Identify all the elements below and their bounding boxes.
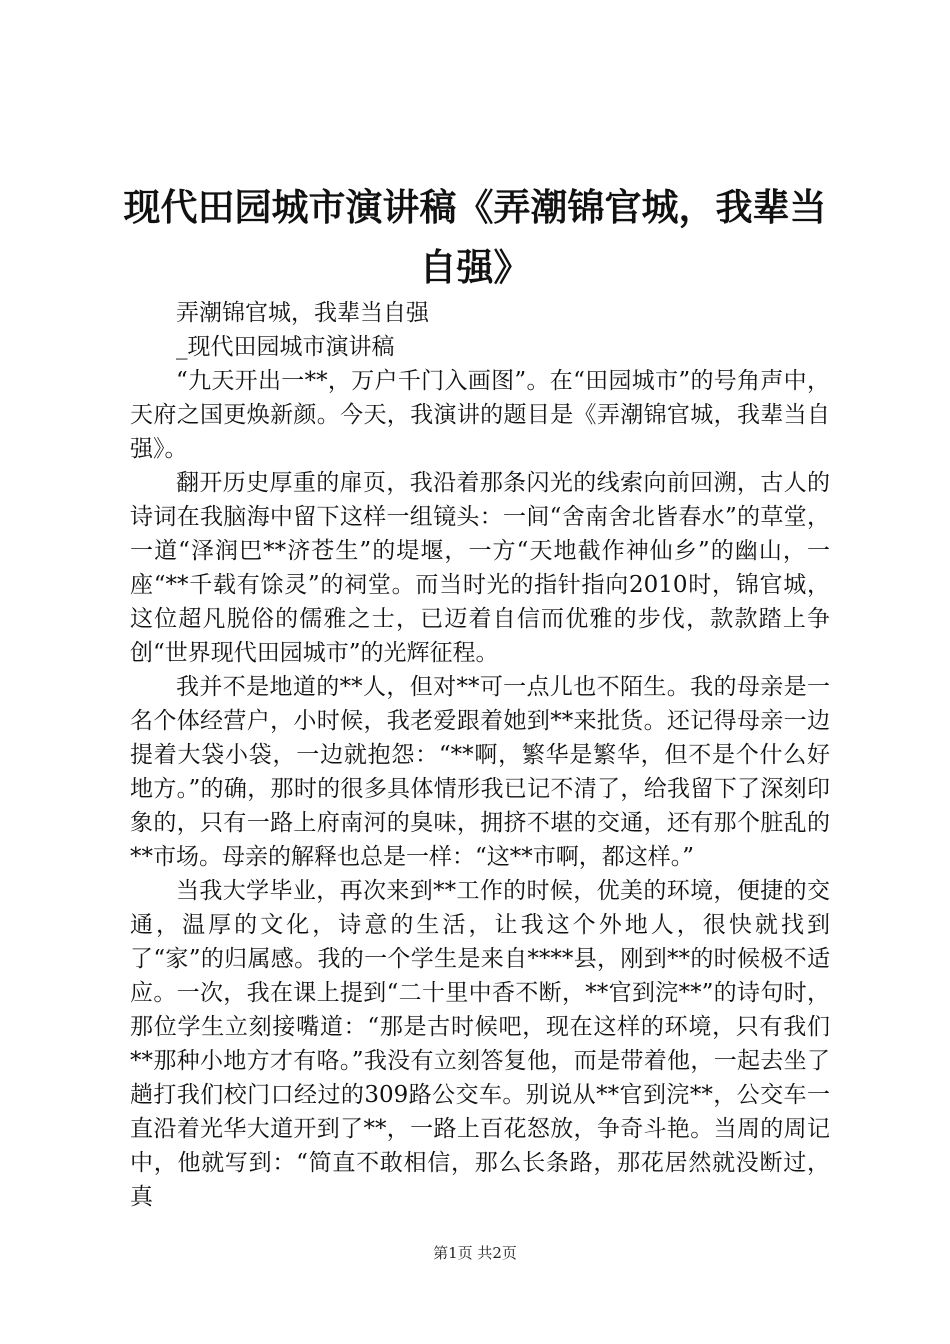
paragraph: 我并不是地道的**人，但对**可一点儿也不陌生。我的母亲是一名个体经营户，小时候，我老爱跟着她到**来批货。还记得母亲一边提着大袋小袋，一边就抱怨：“**啊，繁华是繁华，但不是个什么好地方。”的确，那时的很多具体情形我已记不清了，给我留下了深刻印象的，只有一路上府南河的臭味，拥挤不堪的交通，还有那个脏乱的**市场。母亲的解释也总是一样：“这**市啊，都这样。” <box>130 674 830 870</box>
paragraph: 当我大学毕业，再次来到**工作的时候，优美的环境，便捷的交通，温厚的文化，诗意的生活，让我这个外地人，很快就找到了“家”的归属感。我的一个学生是来自****县，刚到**的时候极不适应。一次，我在课上提到“二十里中香不断，**官到浣**”的诗句时，那位学生立刻接嘴道：“那是古时候吧，现在这样的环境，只有我们**那种小地方才有咯。”我没有立刻答复他，而是带着他，一起去坐了趟打我们校门口经过的309路公交车。别说从**官到浣**，公交车一直沿着光华大道开到了**，一路上百花怒放，争奇斗艳。当周的周记中，他就写到：“简直不敢相信，那么长条路，那花居然就没断过，真 <box>130 878 830 1210</box>
page-indicator: 第1页 共2页 <box>433 1244 517 1262</box>
subtitle-line-1: 弄潮锦官城，我辈当自强 <box>176 300 429 326</box>
paragraph: “九天开出一**，万户千门入画图”。在“田园城市”的号角声中，天府之国更焕新颜。今天，我演讲的题目是《弄潮锦官城，我辈当自强》。 <box>130 368 830 462</box>
document-body <box>130 296 830 1214</box>
paragraph: 翻开历史厚重的扉页，我沿着那条闪光的线索向前回溯，古人的诗词在我脑海中留下这样一组镜头：一间“舍南舍北皆春水”的草堂，一道“泽润巴**济苍生”的堤堰，一方“天地截作神仙乡”的幽山，一座“**千载有馀灵”的祠堂。而当时光的指针指向2010时，锦官城，这位超凡脱俗的儒雅之士，已迈着自信而优雅的步伐，款款踏上争创“世界现代田园城市”的光辉征程。 <box>130 470 830 666</box>
page-footer <box>0 1242 950 1263</box>
document-title: 现代田园城市演讲稿《弄潮锦官城，我辈当自强》 <box>123 186 827 289</box>
subtitle-line-2: _现代田园城市演讲稿 <box>176 334 395 360</box>
